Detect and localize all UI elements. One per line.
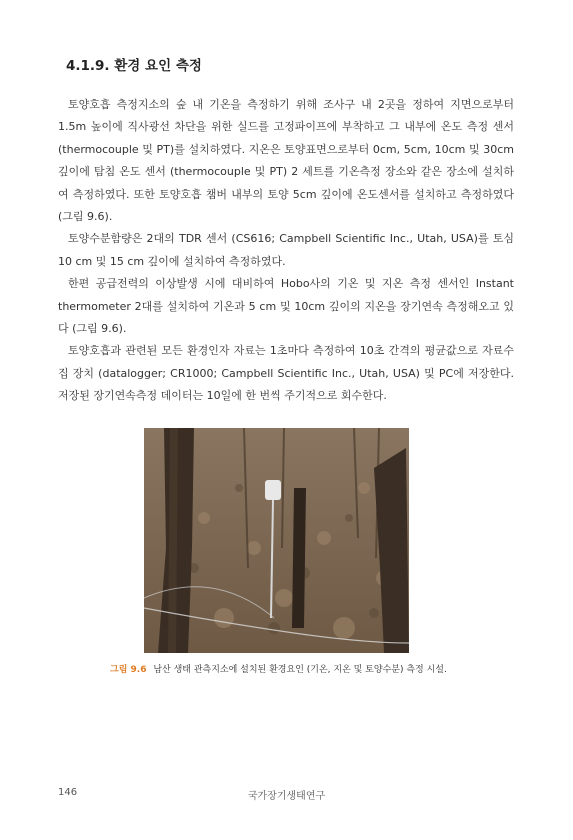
paragraph: 한편 공급전력의 이상발생 시에 대비하여 Hobo사의 기온 및 지온 측정 센서인 Instant thermometer 2대를 설치하여 기온과 5 cm 및 10cm 깊이의 지온을 장기연속 측정해오고 있다 (그림 9.6).	[58, 277, 514, 336]
figure-caption-text: 남산 생태 관측지소에 설치된 환경요인 (기온, 지온 및 토양수분) 측정 시설.	[153, 665, 447, 675]
figure-photo	[144, 428, 409, 653]
body-text	[58, 94, 514, 408]
radiation-shield-icon	[265, 480, 281, 500]
forest-photo-illustration	[144, 428, 409, 653]
section-heading: 4.1.9. 환경 요인 측정	[66, 58, 202, 74]
paragraph: 토양호흡 측정지소의 숲 내 기온을 측정하기 위해 조사구 내 2곳을 정하여 지면으로부터 1.5m 높이에 직사광선 차단을 위한 실드를 고정파이프에 부착하고 그 내부에 온도 측정 센서(thermocouple 및 PT)를 설치하였다. 지온은 토양표면으로부터 0cm, 5cm, 10cm 및 30cm 깊이에 탐침 온도 센서 (thermocouple 및 PT) 2 세트를 기온측정 장소와 같은 장소에 설치하여 측정하였다. 또한 토양호흡 챔버 내부의 토양 5cm 깊이에 온도센서를 설치하고 측정하였다 (그림 9.6).	[58, 98, 514, 224]
paragraph: 토양수분함량은 2대의 TDR 센서 (CS616; Campbell Scientific Inc., Utah, USA)를 토심 10 cm 및 15 cm 깊이에 설치하여 측정하였다.	[58, 232, 514, 268]
paragraph: 토양호흡과 관련된 모든 환경인자 자료는 1초마다 측정하여 10초 간격의 평균값으로 자료수집 장치 (datalogger; CR1000; Campbell Scientific Inc., Utah, USA) 및 PC에 저장한다. 저장된 장기연속측정 데이터는 10일에 한 번씩 주기적으로 회수한다.	[58, 344, 514, 403]
footer-organization: 국가장기생태연구	[247, 791, 326, 802]
figure-caption	[110, 662, 490, 675]
page-number: 146	[58, 787, 78, 798]
figure-label: 그림 9.6	[110, 665, 147, 675]
